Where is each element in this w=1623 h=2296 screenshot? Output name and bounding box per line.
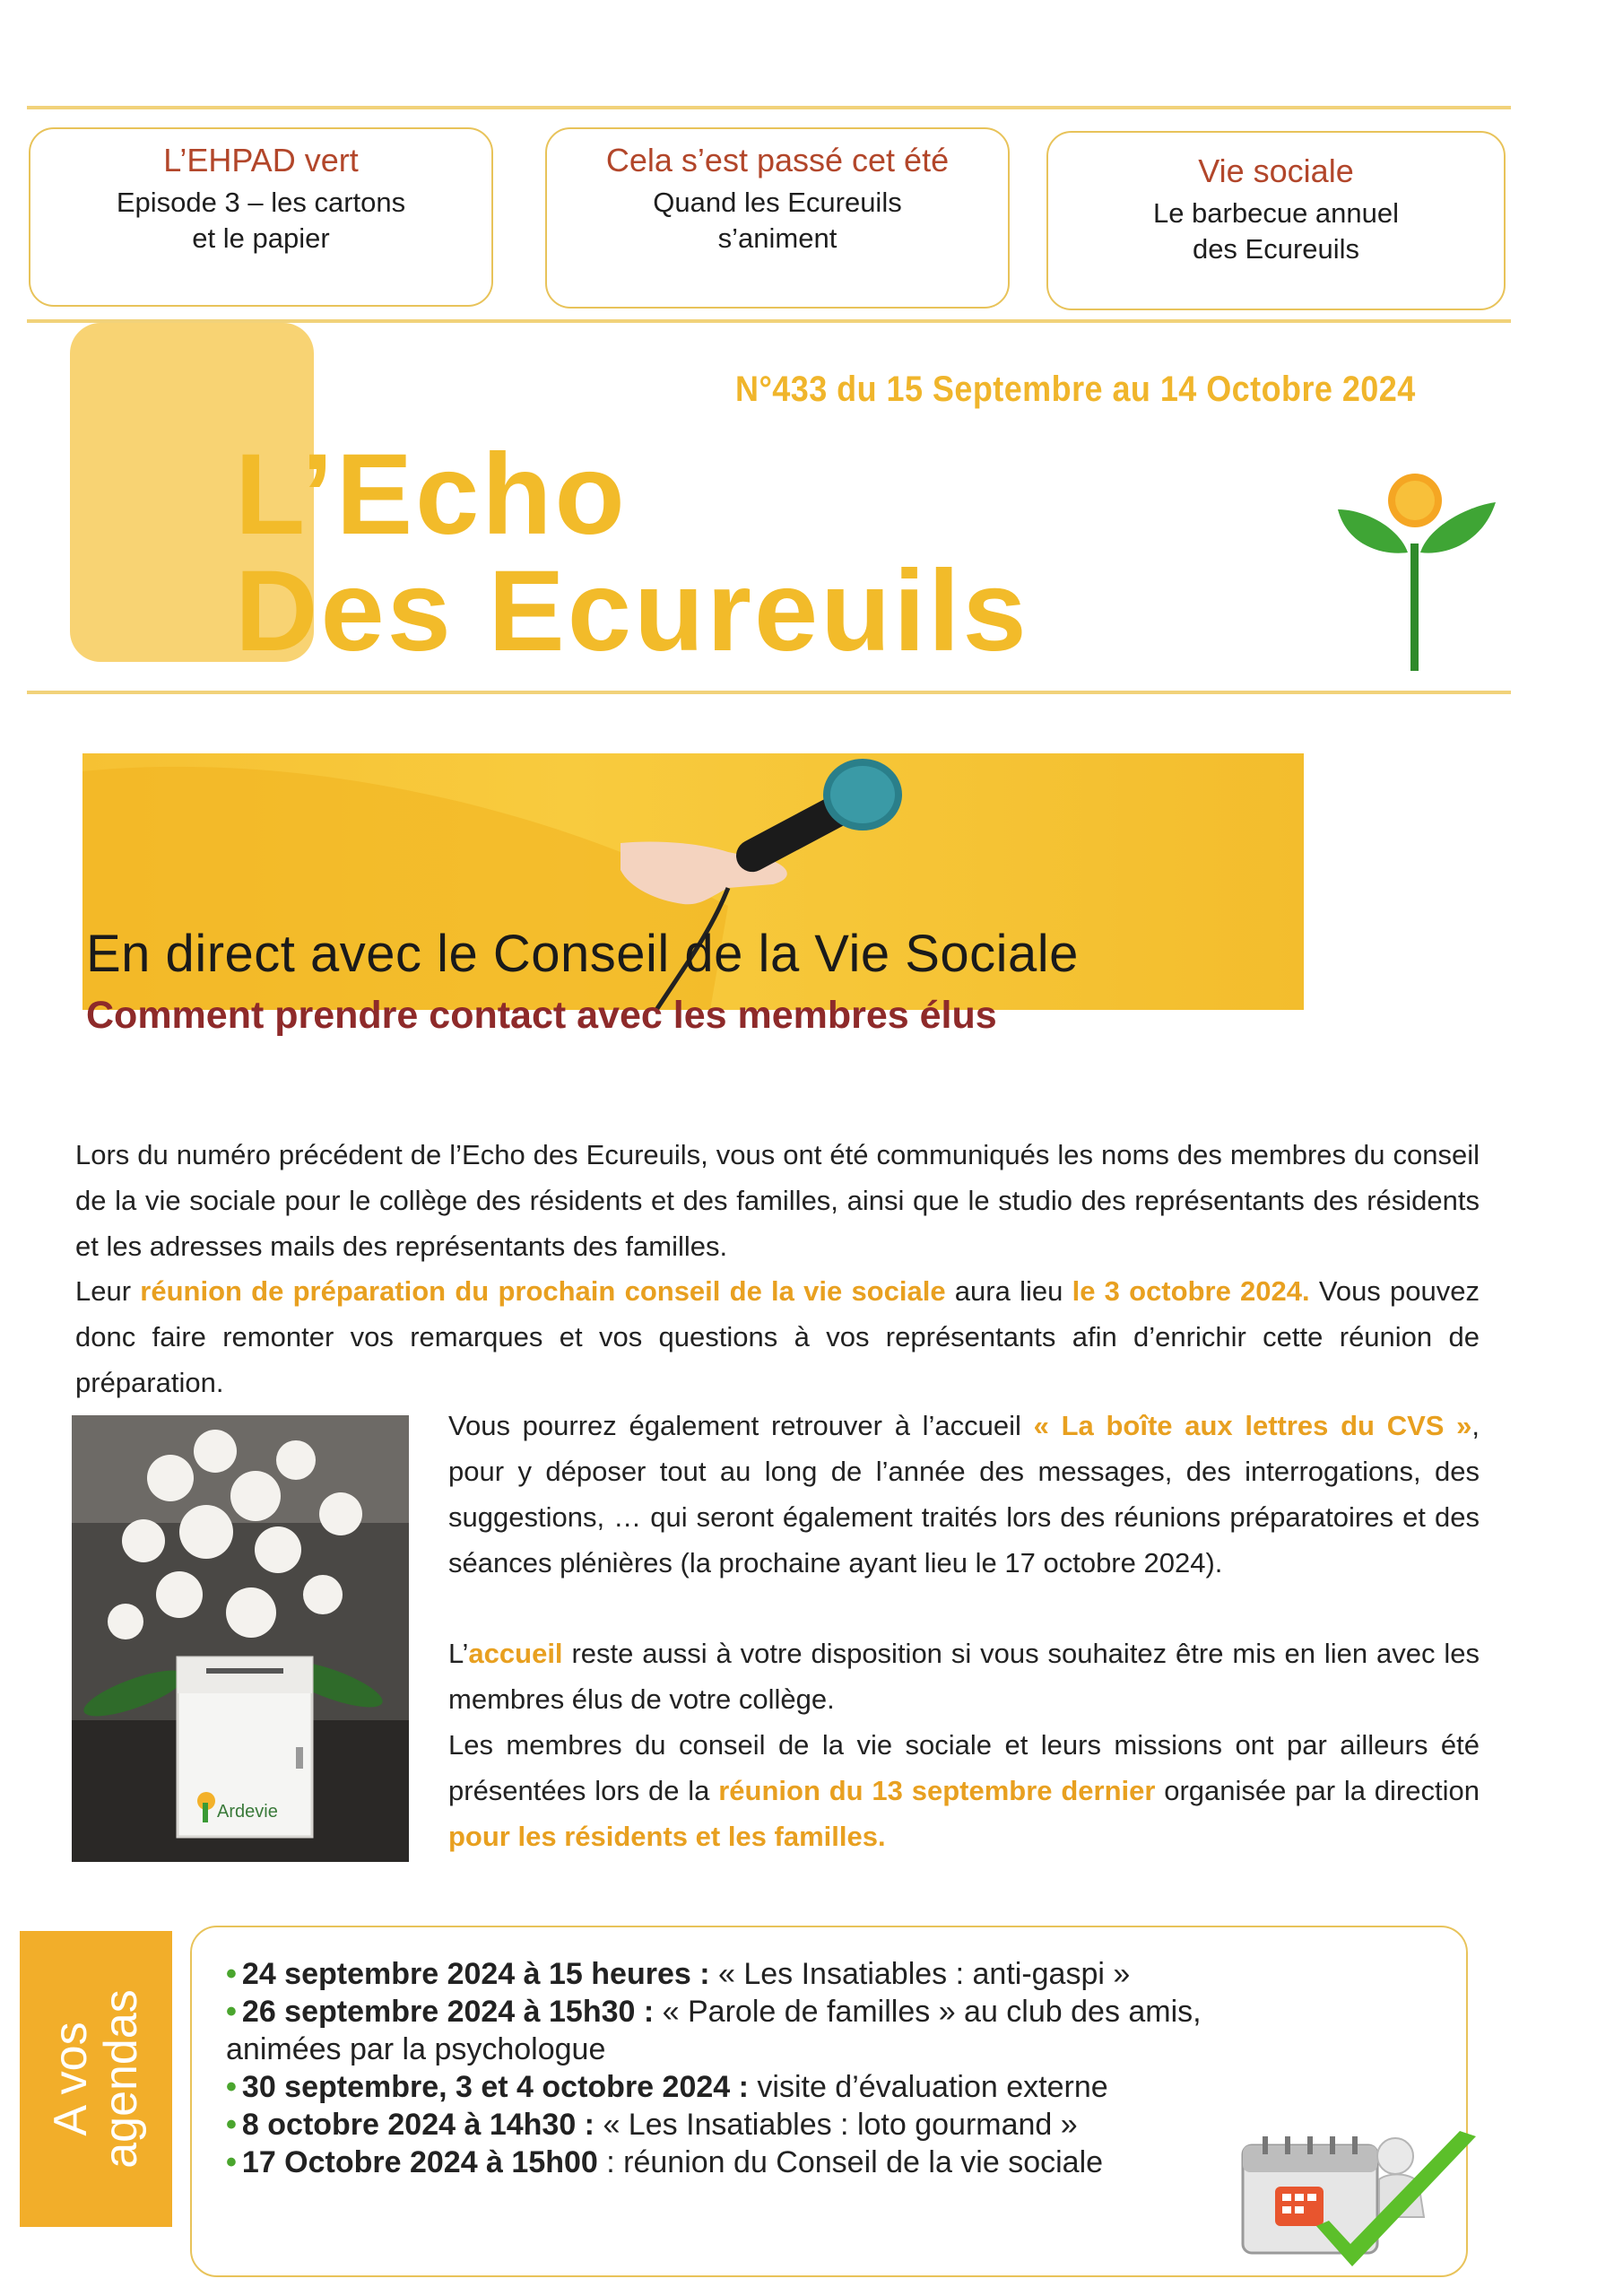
paragraph-text: , pour y déposer tout au long de l’année des messages, des interrogations, des suggestions, … qui seront également traités lors des réunions préparatoires et des séances plénières (la prochaine ayant lieu le 17 octobre 2024).: [448, 1410, 1480, 1578]
paragraph-text: reste aussi à votre disposition si vous souhaitez être mis en lien avec les membres élus de votre collège.: [448, 1638, 1480, 1715]
paragraph-text: Lors du numéro précédent de l’Echo des Ecureuils, vous ont été communiqués les noms des membres du conseil de la vie sociale pour le collège des résidents et des familles, ainsi que le studio des représentants des résidents et les adresses mails des représentants des familles.: [75, 1139, 1480, 1262]
agenda-list: [226, 1955, 1284, 2181]
mailbox-logo-text: Ardevie: [217, 1802, 278, 1822]
issue-number: N°433 du 15 Septembre au 14 Octobre 2024: [735, 370, 1416, 409]
paragraph-text: L’: [448, 1638, 469, 1669]
top-rule: [27, 106, 1511, 109]
agenda-date: 30 septembre, 3 et 4 octobre 2024 :: [241, 2070, 749, 2104]
agenda-date: 17 Octobre 2024 à 15h00: [241, 2145, 598, 2179]
cvs-mailbox-photo: [72, 1415, 409, 1862]
article-paragraph-4: [448, 1631, 1480, 1722]
agenda-item: [226, 1993, 1284, 2068]
masthead-title-line1: L’Echo: [235, 430, 628, 559]
teaser-subtitle: Episode 3 – les cartons et le papier: [116, 187, 406, 254]
paragraph-text: Vous pourrez également retrouver à l’accueil: [448, 1410, 1034, 1441]
highlight-text: réunion du 13 septembre dernier: [718, 1775, 1156, 1806]
teaser-ehpad-vert[interactable]: [29, 127, 493, 307]
paragraph-text: Leur: [75, 1275, 141, 1307]
teaser-vie-sociale[interactable]: [1046, 131, 1506, 310]
bullet-icon: •: [226, 2070, 237, 2104]
highlight-text: « La boîte aux lettres du CVS »: [1033, 1410, 1472, 1441]
agenda-item: [226, 2106, 1284, 2144]
bullet-icon: •: [226, 2108, 237, 2142]
article-paragraph-1: [75, 1132, 1480, 1269]
masthead-bottom-rule: [27, 691, 1511, 694]
agenda-date: 26 septembre 2024 à 15h30 :: [241, 1995, 655, 2029]
highlight-text: réunion de préparation du prochain conseil de la vie sociale: [140, 1275, 946, 1307]
paragraph-text: Vous pouvez donc faire remonter vos remarques et vos questions à vos représentants afin d’enrichir cette réunion de préparation.: [75, 1275, 1480, 1398]
calendar-check-icon: [1236, 2109, 1487, 2289]
agenda-text: « Les Insatiables : loto gourmand »: [595, 2108, 1078, 2142]
teaser-subtitle: Le barbecue annuel des Ecureuils: [1152, 197, 1400, 265]
agenda-date: 24 septembre 2024 à 15 heures :: [241, 1957, 710, 1991]
teaser-subtitle: Quand les Ecureuils s’animent: [653, 187, 902, 254]
article-paragraph-5: [448, 1722, 1480, 1859]
bullet-icon: •: [226, 1995, 237, 2029]
agenda-item: [226, 1955, 1284, 1993]
highlight-text: accueil: [468, 1638, 563, 1669]
bullet-icon: •: [226, 2145, 237, 2179]
highlight-text: pour les résidents et les familles.: [448, 1821, 886, 1852]
agenda-text: « Parole de familles » au club des amis, animées par la psychologue: [226, 1995, 1202, 2066]
bullet-icon: •: [226, 1957, 237, 1991]
agenda-tab-label: A vos agendas: [45, 1989, 147, 2169]
paragraph-text: organisée par la direction: [1155, 1775, 1480, 1806]
teaser-title: Vie sociale: [1198, 152, 1354, 189]
agenda-text: « Les Insatiables : anti-gaspi »: [709, 1957, 1131, 1991]
article-paragraph-2: [75, 1268, 1480, 1405]
sprout-sun-logo: [1329, 456, 1499, 680]
agenda-text: visite d’évaluation externe: [748, 2070, 1108, 2104]
teaser-title: Cela s’est passé cet été: [605, 142, 950, 178]
teaser-title: L’EHPAD vert: [163, 142, 359, 178]
paragraph-text: Les membres du conseil de la vie sociale et leurs missions ont par ailleurs été présentées lors de la: [448, 1729, 1480, 1806]
teaser-cet-ete[interactable]: [545, 127, 1010, 309]
agenda-item: [226, 2144, 1284, 2181]
highlight-date: le 3 octobre 2024.: [1072, 1275, 1310, 1307]
masthead-title-line2: Des Ecureuils: [235, 547, 1029, 675]
paragraph-text: aura lieu: [945, 1275, 1072, 1307]
article-subtitle: Comment prendre contact avec les membres élus: [86, 994, 997, 1037]
article-title: En direct avec le Conseil de la Vie Sociale: [86, 925, 1079, 983]
article-paragraph-3: [448, 1403, 1480, 1586]
agenda-text: : réunion du Conseil de la vie sociale: [597, 2145, 1104, 2179]
agenda-date: 8 octobre 2024 à 14h30 :: [241, 2108, 595, 2142]
agenda-item: [226, 2068, 1284, 2106]
